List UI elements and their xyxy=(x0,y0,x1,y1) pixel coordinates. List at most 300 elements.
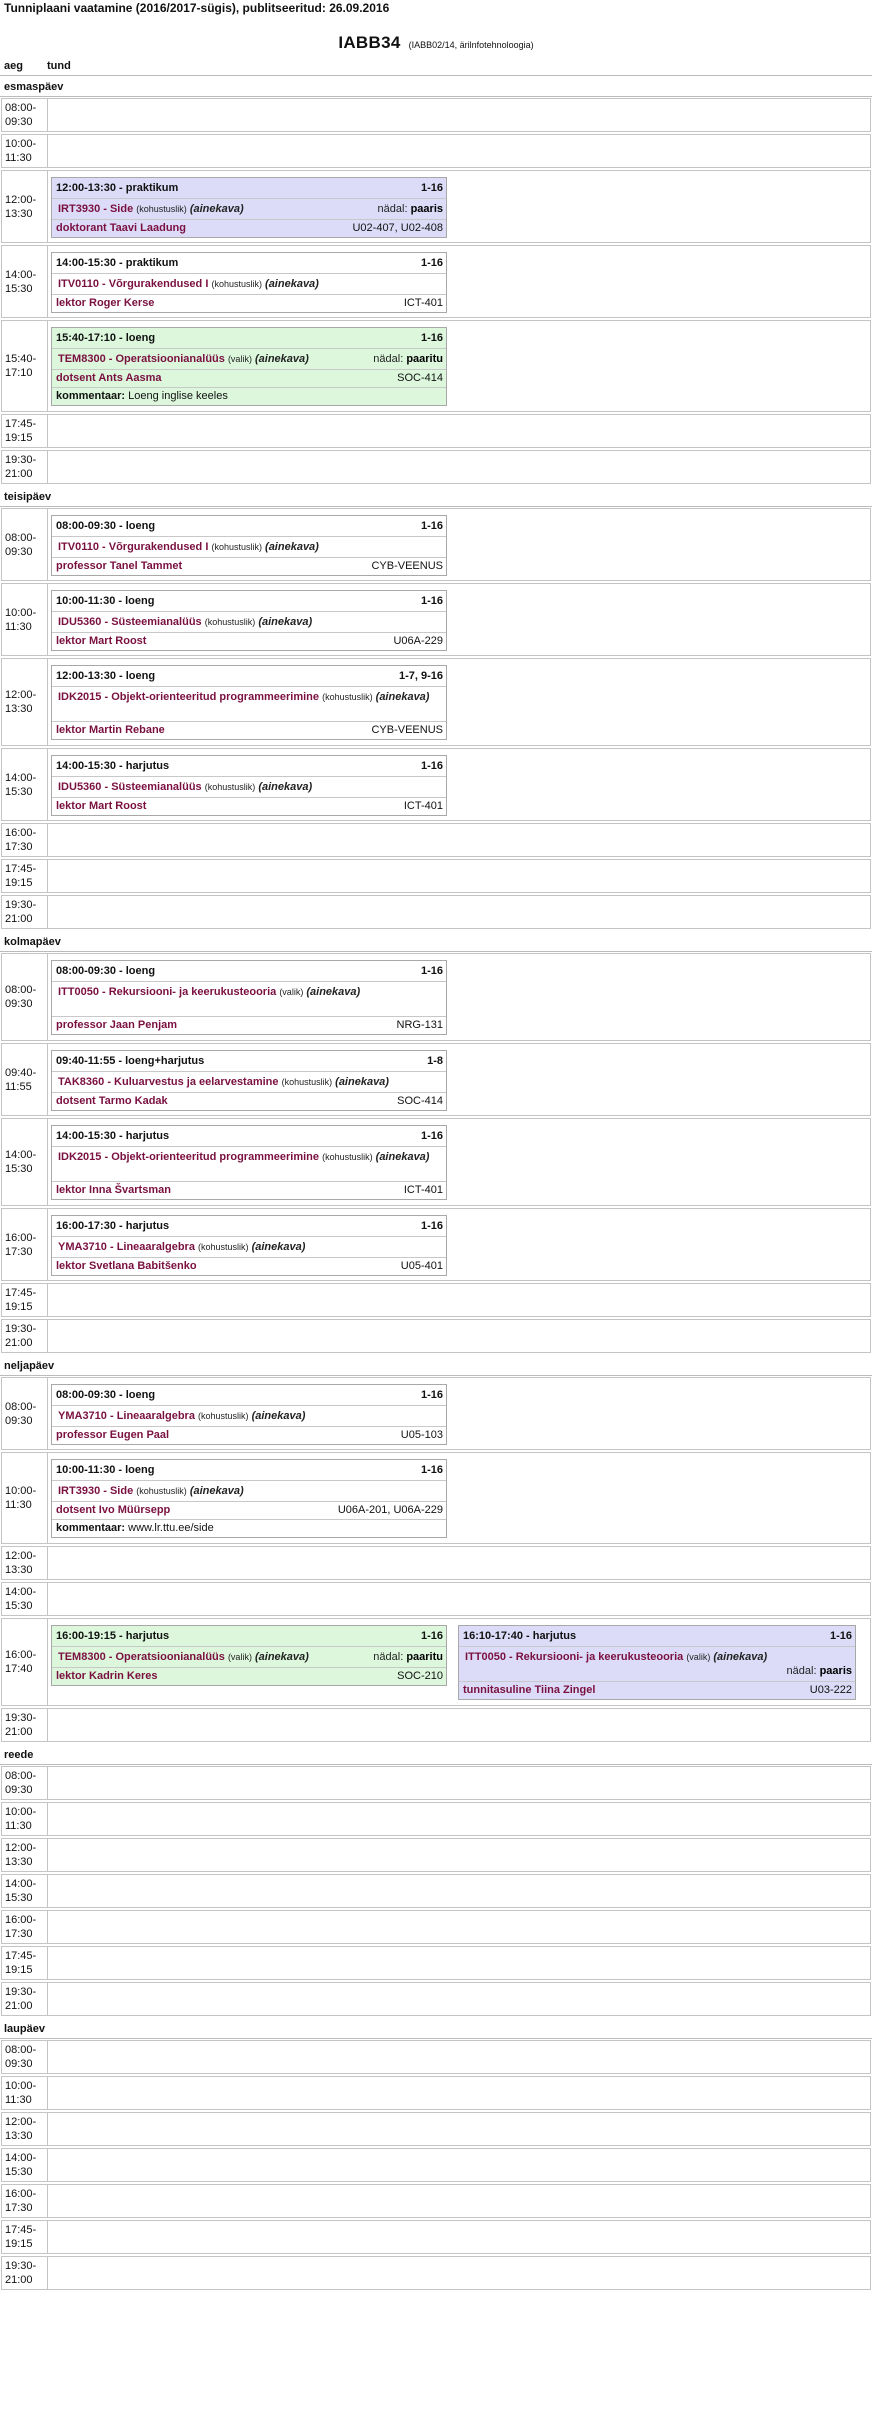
lecturer-row xyxy=(52,1426,446,1444)
lecturer-link[interactable]: dotsent Tarmo Kadak xyxy=(56,1095,168,1107)
slot-time xyxy=(2,2257,48,2289)
syllabus-link[interactable]: (ainekava) xyxy=(335,1076,389,1088)
course-row xyxy=(52,981,446,1016)
slot-end: 15:30 xyxy=(5,282,33,295)
slot-time xyxy=(2,1547,48,1579)
group-name: IABB34 xyxy=(338,33,401,52)
slot-time xyxy=(2,321,48,411)
group-heading xyxy=(0,33,872,53)
time-slot-row xyxy=(1,1043,871,1116)
class-event[interactable] xyxy=(51,1459,447,1538)
event-time: 14:00-15:30 xyxy=(56,257,116,269)
lecturer-link[interactable]: professor Tanel Tammet xyxy=(56,560,183,572)
slot-start: 08:00- xyxy=(5,102,37,114)
lecturer-link[interactable]: dotsent Ivo Müürsepp xyxy=(56,1504,171,1516)
course-kind: (kohustuslik) xyxy=(136,204,187,214)
class-event[interactable] xyxy=(51,1215,447,1276)
slot-start: 14:00- xyxy=(5,2152,37,2164)
slot-time xyxy=(2,2149,48,2181)
class-event[interactable] xyxy=(51,177,447,238)
event-weeks: 1-16 xyxy=(420,257,443,269)
lecturer-link[interactable]: lektor Svetlana Babitšenko xyxy=(56,1260,197,1272)
slot-start: 16:00- xyxy=(5,2188,37,2200)
event-header xyxy=(52,1385,446,1405)
course-row xyxy=(52,1480,446,1501)
event-type: loeng xyxy=(125,520,156,532)
course-row xyxy=(52,1405,446,1426)
slot-time xyxy=(2,954,48,1040)
time-slot-row xyxy=(1,414,871,448)
day-divider xyxy=(0,2038,872,2039)
syllabus-link[interactable]: (ainekava) xyxy=(375,691,430,703)
course-link[interactable]: ITT0050 - Rekursiooni- ja keerukusteooria xyxy=(465,1651,684,1663)
lecturer-link[interactable]: lektor Mart Roost xyxy=(56,635,147,647)
time-slot-row xyxy=(1,1802,871,1836)
lecturer-row xyxy=(52,1181,446,1199)
course-row xyxy=(52,1146,446,1181)
event-type: praktikum xyxy=(125,182,179,194)
event-weeks: 1-16 xyxy=(420,760,443,772)
course-link[interactable]: YMA3710 - Lineaaralgebra xyxy=(58,1410,195,1422)
course-kind: (kohustuslik) xyxy=(322,1152,373,1162)
slot-end: 13:30 xyxy=(5,1564,33,1576)
time-slot-row xyxy=(1,895,871,929)
header-divider xyxy=(0,75,872,76)
slot-start: 14:00- xyxy=(5,771,37,784)
day-heading: esmaspäev xyxy=(4,81,64,93)
slot-start: 14:00- xyxy=(5,1878,37,1890)
slot-end: 15:30 xyxy=(5,2166,33,2178)
syllabus-link[interactable]: (ainekava) xyxy=(306,986,361,998)
class-event[interactable] xyxy=(51,327,447,406)
slot-start: 17:45- xyxy=(5,2224,37,2236)
slot-time xyxy=(2,1044,48,1115)
week-parity-value: paaritu xyxy=(406,353,443,365)
class-event[interactable] xyxy=(51,252,447,313)
week-parity-label: nädal: xyxy=(373,353,407,365)
day-heading: teisipäev xyxy=(4,491,52,503)
event-header xyxy=(459,1626,855,1646)
event-separator: - xyxy=(115,965,126,977)
event-header xyxy=(52,1460,446,1480)
event-weeks: 1-8 xyxy=(427,1055,443,1067)
event-separator: - xyxy=(115,520,126,532)
course-link[interactable]: IDU5360 - Süsteemianalüüs xyxy=(58,616,202,628)
slot-time xyxy=(2,246,48,317)
course-row xyxy=(459,1646,855,1681)
slot-start: 19:30- xyxy=(5,454,37,466)
lecturer-link[interactable]: tunnitasuline Tiina Zingel xyxy=(463,1684,596,1696)
event-weeks: 1-16 xyxy=(420,332,443,344)
lecturer-row xyxy=(52,1667,446,1685)
comment-text: www.lr.ttu.ee/side xyxy=(128,1522,214,1534)
slot-start: 12:00- xyxy=(5,1842,37,1854)
course-row xyxy=(52,686,446,721)
syllabus-link[interactable]: (ainekava) xyxy=(265,278,319,290)
slot-end: 09:30 xyxy=(5,998,33,1010)
slot-end: 21:00 xyxy=(5,1337,33,1349)
class-event[interactable] xyxy=(51,1384,447,1445)
time-slot-row xyxy=(1,1377,871,1450)
slot-end: 17:40 xyxy=(5,1663,33,1675)
event-weeks: 1-16 xyxy=(420,182,443,194)
time-slot-row xyxy=(1,953,871,1041)
slot-end: 13:30 xyxy=(5,1856,33,1868)
slot-end: 13:30 xyxy=(5,2130,33,2142)
course-row xyxy=(52,198,446,219)
syllabus-link[interactable]: (ainekava) xyxy=(189,203,244,215)
slot-time xyxy=(2,1911,48,1943)
event-separator: - xyxy=(115,595,126,607)
course-kind: (kohustuslik) xyxy=(211,542,262,552)
column-header-class: tund xyxy=(47,60,71,72)
event-weeks: 1-7, 9-16 xyxy=(398,670,443,682)
slot-start: 12:00- xyxy=(5,689,37,701)
lecturer-row xyxy=(52,294,446,312)
event-weeks: 1-16 xyxy=(420,1389,443,1401)
slot-end: 11:30 xyxy=(5,1820,32,1832)
event-header xyxy=(52,253,446,273)
slot-time xyxy=(2,171,48,242)
event-separator: - xyxy=(115,760,126,772)
room-label: SOC-414 xyxy=(397,372,443,384)
slot-time xyxy=(2,1284,48,1316)
slot-time xyxy=(2,1709,48,1741)
time-slot-row xyxy=(1,2040,871,2074)
slot-end: 09:30 xyxy=(5,1414,33,1427)
time-slot-row xyxy=(1,1618,871,1706)
day-divider xyxy=(0,96,872,97)
slot-time xyxy=(2,860,48,892)
slot-start: 15:40- xyxy=(5,353,37,365)
day-divider xyxy=(0,1375,872,1376)
slot-end: 15:30 xyxy=(5,1600,33,1612)
slot-start: 19:30- xyxy=(5,1986,37,1998)
time-slot-row xyxy=(1,508,871,581)
class-event[interactable] xyxy=(51,515,447,576)
slot-time xyxy=(2,1119,48,1205)
time-slot-row xyxy=(1,1982,871,2016)
week-parity xyxy=(378,202,443,217)
column-header-time: aeg xyxy=(4,60,23,72)
class-event[interactable] xyxy=(51,960,447,1035)
lecturer-link[interactable]: lektor Inna Švartsman xyxy=(56,1184,171,1196)
event-time: 08:00-09:30 xyxy=(56,1389,116,1401)
event-type: harjutus xyxy=(125,1220,170,1232)
slot-time xyxy=(2,1320,48,1352)
time-slot-row xyxy=(1,320,871,412)
slot-time xyxy=(2,749,48,820)
event-separator: - xyxy=(115,182,126,194)
slot-end: 09:30 xyxy=(5,545,33,558)
course-link[interactable]: ITV0110 - Võrgurakendused I xyxy=(58,278,209,290)
day-divider xyxy=(0,506,872,507)
slot-time xyxy=(2,1803,48,1835)
slot-time xyxy=(2,99,48,131)
slot-start: 12:00- xyxy=(5,2116,37,2128)
slot-start: 17:45- xyxy=(5,863,37,875)
comment-label: kommentaar: xyxy=(56,1522,126,1534)
event-type: harjutus xyxy=(532,1630,577,1642)
course-row xyxy=(52,348,446,369)
course-row xyxy=(52,273,446,294)
course-link[interactable]: IRT3930 - Side xyxy=(58,1485,134,1497)
room-label: U02-407, U02-408 xyxy=(352,222,443,234)
syllabus-link[interactable]: (ainekava) xyxy=(375,1151,430,1163)
slot-start: 08:00- xyxy=(5,2044,37,2056)
room-label: ICT-401 xyxy=(403,800,443,812)
day-divider xyxy=(0,1764,872,1765)
week-parity-label: nädal: xyxy=(786,1665,820,1677)
event-header xyxy=(52,1216,446,1236)
time-slot-row xyxy=(1,1546,871,1580)
slot-end: 17:10 xyxy=(5,367,33,379)
event-type: loeng xyxy=(125,670,156,682)
slot-time xyxy=(2,1839,48,1871)
slot-end: 09:30 xyxy=(5,2058,33,2070)
class-event[interactable] xyxy=(51,665,447,740)
room-label: CYB-VEENUS xyxy=(371,724,443,736)
course-kind: (valik) xyxy=(227,354,252,364)
event-header xyxy=(52,666,446,686)
event-header xyxy=(52,328,446,348)
room-label: U05-103 xyxy=(400,1429,443,1441)
lecturer-link[interactable]: doktorant Taavi Laadung xyxy=(56,222,186,234)
lecturer-row xyxy=(459,1681,855,1699)
syllabus-link[interactable]: (ainekava) xyxy=(251,1410,306,1422)
slot-end: 11:30 xyxy=(5,1499,32,1511)
slot-start: 16:00- xyxy=(5,827,37,839)
slot-start: 19:30- xyxy=(5,1323,37,1335)
event-header xyxy=(52,1626,446,1646)
event-weeks: 1-16 xyxy=(420,1220,443,1232)
syllabus-link[interactable]: (ainekava) xyxy=(189,1485,244,1497)
slot-end: 11:55 xyxy=(5,1080,32,1093)
course-kind: (valik) xyxy=(279,987,304,997)
time-slot-row xyxy=(1,2256,871,2290)
course-kind: (kohustuslik) xyxy=(136,1486,187,1496)
event-header xyxy=(52,1051,446,1071)
syllabus-link[interactable]: (ainekava) xyxy=(258,616,313,628)
lecturer-row xyxy=(52,557,446,575)
slot-start: 10:00- xyxy=(5,1806,37,1818)
event-separator: - xyxy=(115,1630,126,1642)
slot-time xyxy=(2,451,48,483)
lecturer-link[interactable]: lektor Roger Kerse xyxy=(56,297,155,309)
time-slot-row xyxy=(1,2076,871,2110)
event-time: 15:40-17:10 xyxy=(56,332,116,344)
lecturer-row xyxy=(52,797,446,815)
slot-start: 12:00- xyxy=(5,193,37,206)
slot-end: 19:15 xyxy=(5,1301,33,1313)
syllabus-link[interactable]: (ainekava) xyxy=(255,1651,309,1663)
course-link[interactable]: YMA3710 - Lineaaralgebra xyxy=(58,1241,195,1253)
slot-time xyxy=(2,1209,48,1280)
slot-time xyxy=(2,896,48,928)
event-weeks: 1-16 xyxy=(420,965,443,977)
event-time: 09:40-11:55 xyxy=(56,1055,116,1067)
course-kind: (kohustuslik) xyxy=(281,1077,333,1087)
slot-start: 17:45- xyxy=(5,418,37,430)
slot-start: 17:45- xyxy=(5,1287,37,1299)
slot-start: 19:30- xyxy=(5,1712,37,1724)
event-type: harjutus xyxy=(125,760,170,772)
week-parity-value: paaritu xyxy=(406,1651,443,1663)
course-link[interactable]: TAK8360 - Kuluarvestus ja eelarvestamine xyxy=(58,1076,279,1088)
comment-row xyxy=(52,387,446,405)
slot-end: 17:30 xyxy=(5,1245,33,1258)
syllabus-link[interactable]: (ainekava) xyxy=(251,1241,306,1253)
lecturer-row xyxy=(52,1092,446,1110)
time-slot-row xyxy=(1,170,871,243)
time-slot-row xyxy=(1,450,871,484)
slot-start: 08:00- xyxy=(5,531,37,544)
course-kind: (kohustuslik) xyxy=(198,1411,249,1421)
course-row xyxy=(52,611,446,632)
slot-time xyxy=(2,1453,48,1543)
slot-start: 12:00- xyxy=(5,1550,37,1562)
lecturer-link[interactable]: lektor Martin Rebane xyxy=(56,724,165,736)
course-link[interactable]: IRT3930 - Side xyxy=(58,203,134,215)
room-label: U05-401 xyxy=(400,1260,443,1272)
time-slot-row xyxy=(1,1452,871,1544)
course-kind: (kohustuslik) xyxy=(204,782,256,792)
event-type: harjutus xyxy=(125,1630,170,1642)
room-label: ICT-401 xyxy=(403,1184,443,1196)
day-heading: reede xyxy=(4,1749,34,1761)
event-time: 16:00-19:15 xyxy=(56,1630,116,1642)
slot-end: 21:00 xyxy=(5,468,33,480)
slot-end: 15:30 xyxy=(5,785,33,798)
week-parity xyxy=(787,1664,852,1679)
syllabus-link[interactable]: (ainekava) xyxy=(713,1651,768,1663)
slot-time xyxy=(2,2185,48,2217)
time-slot-row xyxy=(1,1874,871,1908)
syllabus-link[interactable]: (ainekava) xyxy=(255,353,309,365)
time-slot-row xyxy=(1,2112,871,2146)
class-event[interactable] xyxy=(51,1050,447,1111)
class-event[interactable] xyxy=(51,755,447,816)
event-type: loeng xyxy=(125,595,155,607)
course-kind: (kohustuslik) xyxy=(204,617,256,627)
time-slot-row xyxy=(1,1766,871,1800)
event-separator: - xyxy=(115,1220,126,1232)
slot-start: 10:00- xyxy=(5,2080,37,2092)
time-slot-row xyxy=(1,1708,871,1742)
course-link[interactable]: IDK2015 - Objekt-orienteeritud programmeerimine xyxy=(58,1151,320,1163)
event-time: 08:00-09:30 xyxy=(56,965,116,977)
slot-time xyxy=(2,2221,48,2253)
day-heading: kolmapäev xyxy=(4,936,61,948)
course-link[interactable]: TEM8300 - Operatsioonianalüüs xyxy=(58,353,225,365)
event-time: 14:00-15:30 xyxy=(56,1130,116,1142)
time-slot-row xyxy=(1,2148,871,2182)
class-event[interactable] xyxy=(51,1125,447,1200)
slot-end: 13:30 xyxy=(5,703,33,715)
syllabus-link[interactable]: (ainekava) xyxy=(265,541,319,553)
day-heading: neljapäev xyxy=(4,1360,55,1372)
event-type: loeng xyxy=(125,965,156,977)
lecturer-row xyxy=(52,721,446,739)
lecturer-link[interactable]: lektor Mart Roost xyxy=(56,800,147,812)
slot-end: 11:30 xyxy=(5,620,32,633)
page-title: Tunniplaani vaatamine (2016/2017-sügis), publitseeritud: 26.09.2016 xyxy=(4,1,390,15)
slot-time xyxy=(2,584,48,655)
course-link[interactable]: ITV0110 - Võrgurakendused I xyxy=(58,541,209,553)
slot-start: 10:00- xyxy=(5,1485,37,1497)
event-separator: - xyxy=(115,670,126,682)
course-row xyxy=(52,776,446,797)
course-kind: (valik) xyxy=(227,1652,252,1662)
event-time: 10:00-11:30 xyxy=(56,1464,116,1476)
slot-start: 09:40- xyxy=(5,1066,37,1079)
lecturer-link[interactable]: professor Eugen Paal xyxy=(56,1429,170,1441)
slot-start: 19:30- xyxy=(5,2260,37,2272)
event-header xyxy=(52,516,446,536)
slot-time xyxy=(2,1583,48,1615)
event-type: loeng xyxy=(125,1464,155,1476)
course-link[interactable]: TEM8300 - Operatsioonianalüüs xyxy=(58,1651,225,1663)
slot-time xyxy=(2,1875,48,1907)
event-time: 14:00-15:30 xyxy=(56,760,116,772)
event-separator: - xyxy=(115,332,126,344)
event-time: 12:00-13:30 xyxy=(56,182,116,194)
event-header xyxy=(52,178,446,198)
lecturer-link[interactable]: lektor Kadrin Keres xyxy=(56,1670,158,1682)
day-divider xyxy=(0,951,872,952)
room-label: ICT-401 xyxy=(403,297,443,309)
class-event[interactable] xyxy=(51,590,447,651)
slot-end: 19:15 xyxy=(5,877,33,889)
course-link[interactable]: ITT0050 - Rekursiooni- ja keerukusteooria xyxy=(58,986,277,998)
event-time: 08:00-09:30 xyxy=(56,520,116,532)
slot-end: 13:30 xyxy=(5,207,33,220)
week-parity-value: paaris xyxy=(410,203,443,215)
slot-end: 21:00 xyxy=(5,1726,33,1738)
event-type: loeng xyxy=(125,332,156,344)
syllabus-link[interactable]: (ainekava) xyxy=(258,781,313,793)
event-separator: - xyxy=(115,1389,126,1401)
time-slot-row xyxy=(1,245,871,318)
lecturer-link[interactable]: dotsent Ants Aasma xyxy=(56,372,162,384)
slot-start: 08:00- xyxy=(5,1770,37,1782)
lecturer-link[interactable]: professor Jaan Penjam xyxy=(56,1019,178,1031)
room-label: U06A-229 xyxy=(393,635,443,647)
slot-end: 09:30 xyxy=(5,1784,33,1796)
event-weeks: 1-16 xyxy=(420,1130,443,1142)
course-link[interactable]: IDU5360 - Süsteemianalüüs xyxy=(58,781,202,793)
event-header xyxy=(52,1126,446,1146)
time-slot-row xyxy=(1,583,871,656)
week-parity xyxy=(373,352,443,367)
slot-end: 17:30 xyxy=(5,2202,33,2214)
time-slot-row xyxy=(1,98,871,132)
slot-time xyxy=(2,2077,48,2109)
slot-time xyxy=(2,659,48,745)
time-slot-row xyxy=(1,1838,871,1872)
slot-start: 14:00- xyxy=(5,1586,37,1598)
course-link[interactable]: IDK2015 - Objekt-orienteeritud programmeerimine xyxy=(58,691,320,703)
class-event[interactable] xyxy=(458,1625,856,1700)
class-event[interactable] xyxy=(51,1625,447,1686)
room-label: SOC-414 xyxy=(397,1095,443,1107)
time-slot-row xyxy=(1,748,871,821)
slot-start: 10:00- xyxy=(5,606,37,619)
lecturer-row xyxy=(52,1501,446,1519)
slot-time xyxy=(2,415,48,447)
comment-label: kommentaar: xyxy=(56,390,126,402)
course-kind: (kohustuslik) xyxy=(322,692,373,702)
